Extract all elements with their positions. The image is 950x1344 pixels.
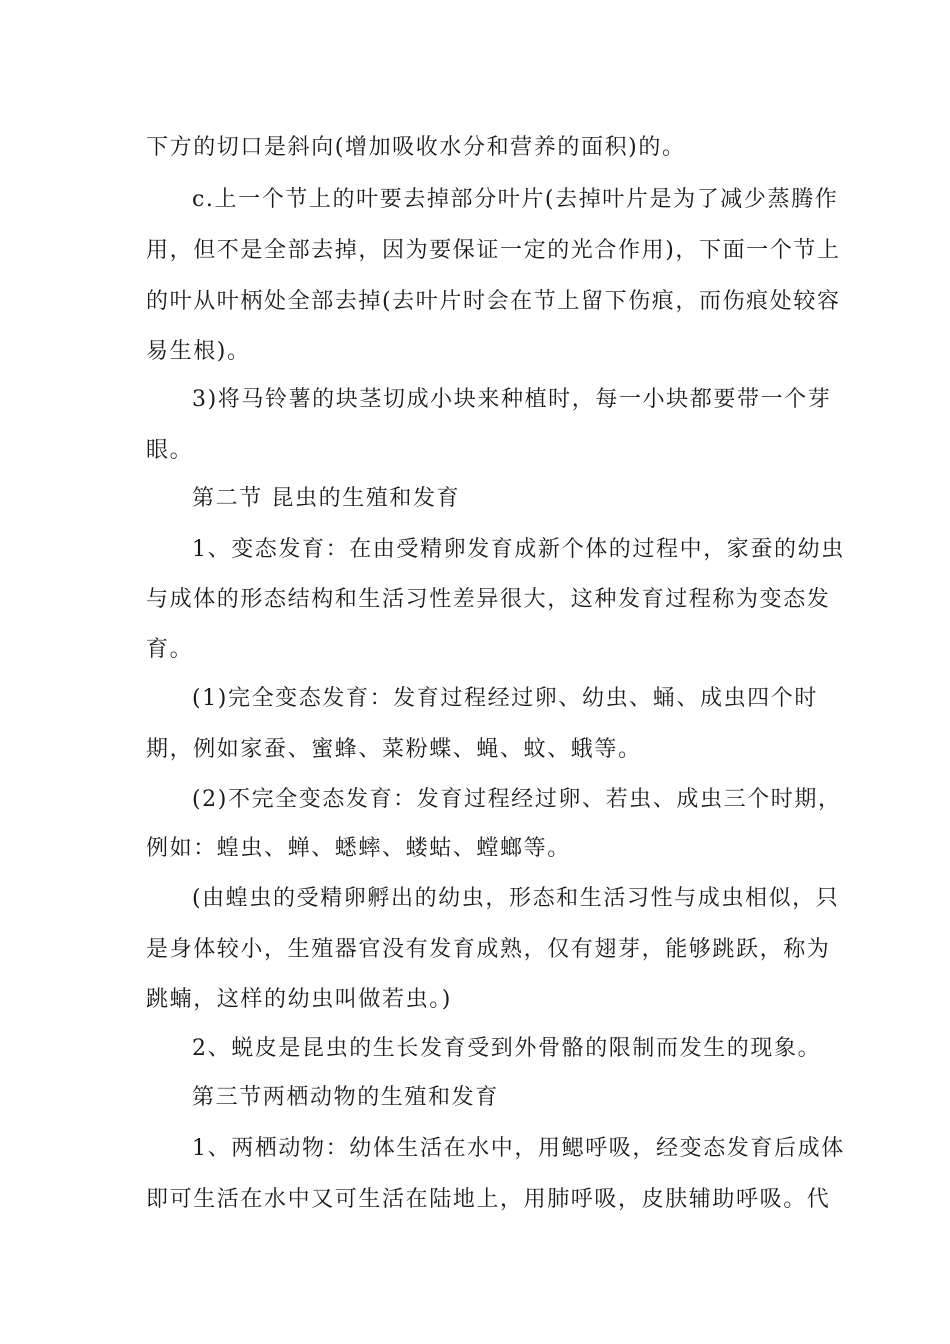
paragraph-line-21: 1、两栖动物：幼体生活在水中，用鳃呼吸，经变态发育后成体 bbox=[192, 1136, 845, 1161]
section-heading-2: 第二节 昆虫的生殖和发育 bbox=[192, 486, 461, 511]
paragraph-line-6: 3)将马铃薯的块茎切成小块来种植时，每一小块都要带一个芽 bbox=[192, 387, 832, 412]
paragraph-line-14: (2)不完全变态发育：发育过程经过卵、若虫、成虫三个时期， bbox=[192, 787, 842, 812]
paragraph-line-1: 下方的切口是斜向(增加吸收水分和营养的面积)的。 bbox=[146, 135, 686, 160]
paragraph-line-11: 育。 bbox=[146, 637, 194, 662]
paragraph-line-15: 例如：蝗虫、蝉、蟋蟀、蝼蛄、螳螂等。 bbox=[146, 836, 571, 861]
paragraph-line-7: 眼。 bbox=[146, 438, 194, 463]
paragraph-line-18: 跳蝻，这样的幼虫叫做若虫。) bbox=[146, 987, 452, 1012]
paragraph-line-10: 与成体的形态结构和生活习性差异很大，这种发育过程称为变态发 bbox=[146, 587, 831, 612]
paragraph-line-5: 易生根)。 bbox=[146, 339, 251, 364]
paragraph-line-22: 即可生活在水中又可生活在陆地上，用肺呼吸，皮肤辅助呼吸。代 bbox=[146, 1187, 831, 1212]
paragraph-line-9: 1、变态发育：在由受精卵发育成新个体的过程中，家蚕的幼虫 bbox=[192, 537, 845, 562]
paragraph-line-16: (由蝗虫的受精卵孵出的幼虫，形态和生活习性与成虫相似，只 bbox=[192, 886, 840, 911]
paragraph-line-13: 期，例如家蚕、蜜蜂、菜粉蝶、蝇、蚊、蛾等。 bbox=[146, 737, 642, 762]
paragraph-line-3: 用，但不是全部去掉，因为要保证一定的光合作用)，下面一个节上 bbox=[146, 238, 841, 263]
paragraph-line-12: (1)完全变态发育：发育过程经过卵、幼虫、蛹、成虫四个时 bbox=[192, 686, 818, 711]
paragraph-line-17: 是身体较小，生殖器官没有发育成熟，仅有翅芽，能够跳跃，称为 bbox=[146, 937, 831, 962]
paragraph-line-4: 的叶从叶柄处全部去掉(去叶片时会在节上留下伤痕，而伤痕处较容 bbox=[146, 289, 841, 314]
paragraph-line-2: c.上一个节上的叶要去掉部分叶片(去掉叶片是为了减少蒸腾作 bbox=[192, 187, 839, 212]
section-heading-3: 第三节两栖动物的生殖和发育 bbox=[192, 1085, 499, 1110]
paragraph-line-19: 2、蜕皮是昆虫的生长发育受到外骨骼的限制而发生的现象。 bbox=[192, 1036, 822, 1061]
